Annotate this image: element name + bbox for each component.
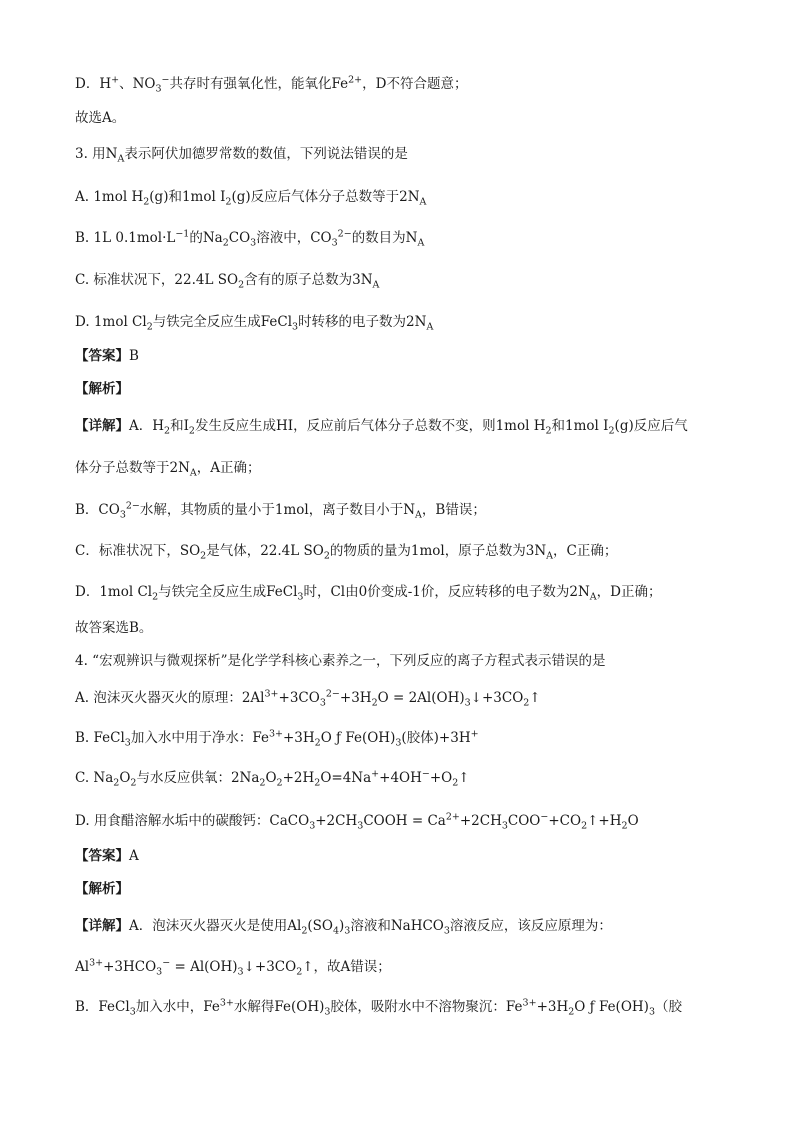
explanation-line: $Al^{3+}+3HCO_3^-$ = $Al(OH)_3↓+3CO_2↑$，故A错误； [75, 957, 391, 978]
option-d: D. 用食醋溶解水垢中的碳酸钙：$CaCO_3+2CH_3COOH$ = $Ca^{2+}+2CH_3COO^-+CO_2↑+H_2O$ [75, 811, 639, 832]
option-a: A. 1mol $H_2(g)$和1mol $I_2(g)$反应后气体分子总数等于$2N_A$ [75, 189, 427, 208]
option-c: C. 标准状况下，22.4L $SO_2$含有的原子总数为$3N_A$ [75, 272, 380, 291]
option-c: C. $Na_2O_2$与水反应供氧：$2Na_2O_2+2H_2O=4Na^++4OH^-+O_2↑$ [75, 768, 470, 789]
conclusion-line: 故答案选B。 [75, 620, 153, 636]
option-b: B. 1L $0.1mol\cdot L^{-1}$的$Na_2CO_3$溶液中，$CO_3^{2-}$的数目为$N_A$ [75, 228, 425, 249]
explanation-line: B．FeCl$_3$加入水中，$Fe^{3+}$水解得$Fe(OH)_3$胶体，吸附水中不溶物聚沉：$Fe^{3+}+3H_2O$ ƒ $Fe(OH)_3$（胶 [75, 997, 682, 1018]
answer-label: 【答案】B [75, 348, 139, 364]
answer-label: 【答案】A [75, 848, 139, 864]
option-d: D. 1mol $Cl_2$与铁完全反应生成FeCl$_3$时转移的电子数为$2N_A$ [75, 314, 434, 333]
text-line: D．H+、$NO_3^-$共存时有强氧化性，能氧化$Fe^{2+}$，D不符合题意； [75, 74, 468, 95]
explanation-line: 体分子总数等于$2N_A$，A正确； [75, 460, 261, 479]
explanation-line: C．标准状况下，$SO_2$是气体，22.4L $SO_2$的物质的量为1mol，原子总数为$3N_A$，C正确； [75, 543, 618, 562]
analysis-label: 【解析】 [75, 881, 129, 897]
question-4-stem: 4. “宏观辨识与微观探析”是化学学科核心素养之一，下列反应的离子方程式表示错误的是 [75, 653, 606, 669]
option-b: B. FeCl$_3$加入水中用于净水：$Fe^{3+}+3H_2O$ ƒ $Fe(OH)_3$(胶体)+3H+ [75, 728, 479, 749]
question-3-stem: 3. 用$N_A$表示阿伏加德罗常数的数值，下列说法错误的是 [75, 146, 408, 165]
text-line: 故选A。 [75, 110, 126, 126]
explanation-line: B．$CO_3^{2-}$水解，其物质的量小于1mol，离子数目小于$N_A$，B错误； [75, 500, 486, 521]
option-a: A. 泡沫灭火器灭火的原理：$2Al^{3+}+3CO_3^{2-}+3H_2O$ = $2Al(OH)_3↓+3CO_2↑$ [75, 688, 541, 709]
explanation-line: 【详解】A．$H_2$和$I_2$发生反应生成HI，反应前后气体分子总数不变，则1mol $H_2$和1mol $I_2(g)$反应后气 [75, 418, 688, 437]
explanation-line: D．1mol $Cl_2$与铁完全反应生成FeCl$_3$时，Cl由0价变成-1价，反应转移的电子数为$2N_A$，D正确； [75, 584, 662, 603]
analysis-label: 【解析】 [75, 381, 129, 397]
explanation-line: 【详解】A．泡沫灭火器灭火是使用$Al_2(SO_4)_3$溶液和NaHCO$_3$溶液反应，该反应原理为： [75, 918, 612, 937]
